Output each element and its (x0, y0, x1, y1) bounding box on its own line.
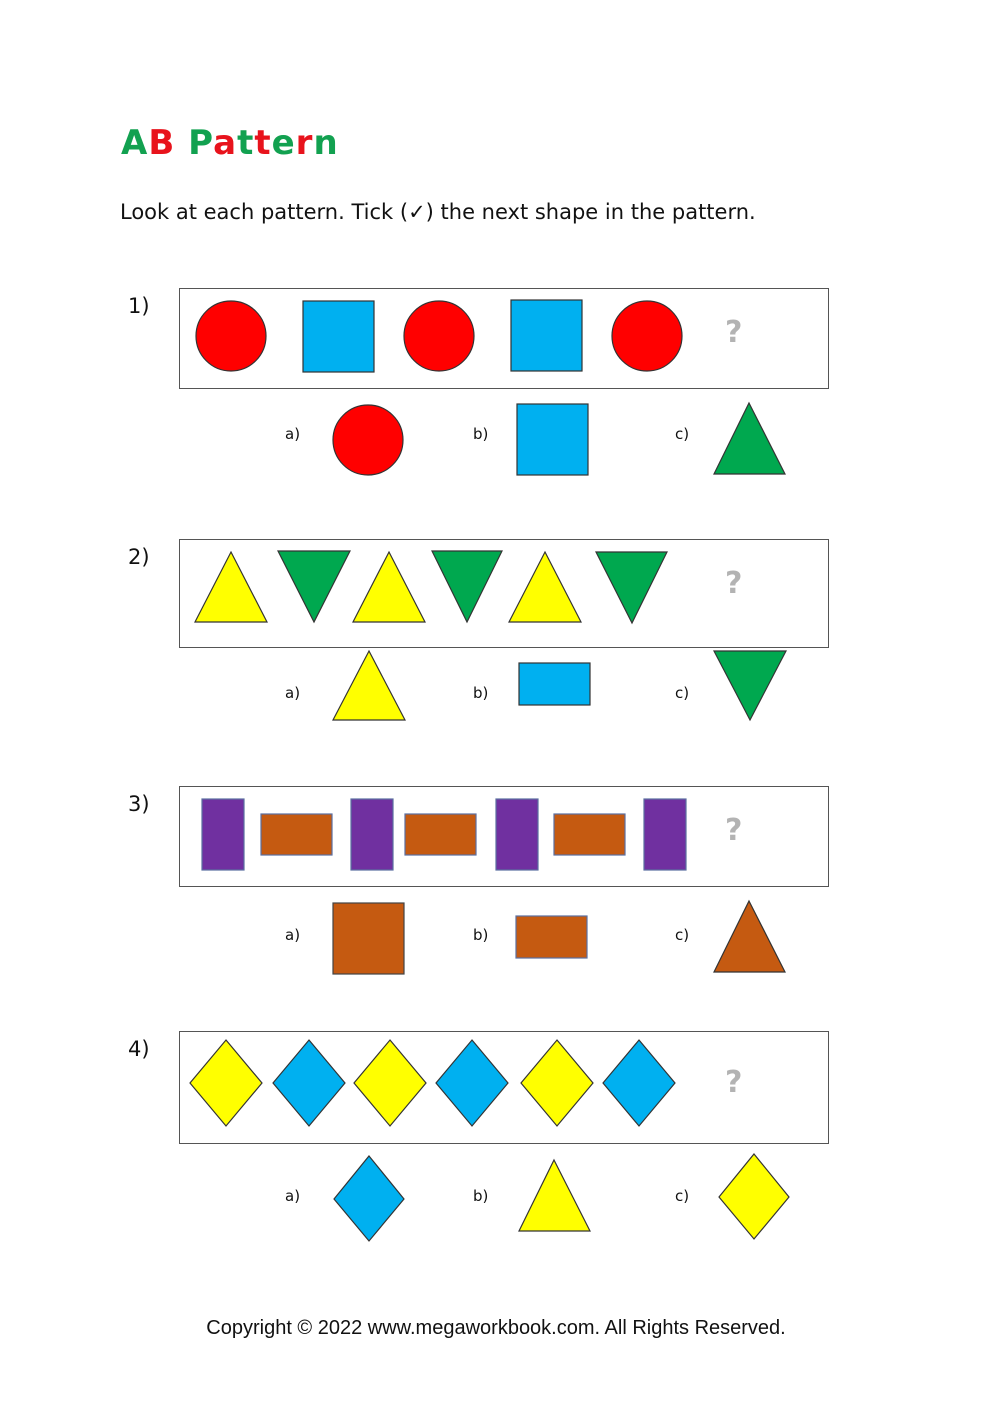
blue-diamond (273, 1040, 345, 1126)
yellow-triangle (333, 651, 405, 720)
brown-triangle (714, 901, 785, 972)
option-c-shape[interactable] (711, 898, 789, 976)
blue-rectangle (519, 663, 590, 705)
option-label: c) (675, 684, 690, 702)
option-b-shape[interactable] (517, 661, 593, 709)
question-mark: ? (725, 315, 743, 350)
option-label: b) (473, 684, 489, 702)
brown-wide-rectangle (261, 814, 332, 855)
title-letter: t (254, 123, 272, 163)
green-down-triangle (432, 551, 502, 622)
title-letter: A (121, 123, 149, 163)
title-letter: e (271, 123, 296, 163)
title-letter: a (213, 123, 238, 163)
option-c-shape[interactable] (711, 400, 789, 478)
option-label: b) (473, 926, 489, 944)
option-b-shape[interactable] (516, 1157, 594, 1235)
pattern-box (179, 1031, 829, 1144)
copyright-text: Copyright © 2022 www.megaworkbook.com. All Rights Reserved. (206, 1317, 786, 1339)
green-down-triangle (714, 651, 786, 720)
option-c-shape[interactable] (716, 1151, 792, 1243)
brown-wide-rectangle (554, 814, 625, 855)
red-circle (196, 301, 266, 371)
option-a-shape[interactable] (331, 901, 407, 977)
brown-wide-rectangle (405, 814, 476, 855)
question-mark: ? (725, 1065, 743, 1100)
option-label: b) (473, 1187, 489, 1205)
option-a-shape[interactable] (331, 1153, 407, 1245)
blue-square (517, 404, 588, 475)
purple-tall-rectangle (496, 799, 538, 870)
blue-square (511, 300, 582, 371)
title-letter: P (188, 123, 214, 163)
blue-diamond (334, 1156, 404, 1241)
option-a-shape[interactable] (330, 648, 408, 724)
yellow-diamond (354, 1040, 426, 1126)
option-label: a) (285, 425, 301, 443)
pattern-box (179, 288, 829, 389)
pattern-box (179, 539, 829, 648)
option-label: a) (285, 1187, 301, 1205)
option-label: c) (675, 425, 690, 443)
purple-tall-rectangle (202, 799, 244, 870)
title-letter (175, 123, 188, 163)
red-circle (333, 405, 403, 475)
title-letter: B (148, 123, 176, 163)
yellow-triangle (353, 552, 425, 622)
purple-tall-rectangle (351, 799, 393, 870)
green-down-triangle (278, 551, 350, 622)
blue-diamond (603, 1040, 675, 1126)
title-letter: t (237, 123, 255, 163)
red-circle (612, 301, 682, 371)
title-letter: r (295, 123, 314, 163)
title-letter: n (313, 123, 339, 163)
option-label: b) (473, 425, 489, 443)
blue-diamond (436, 1040, 508, 1126)
yellow-triangle (519, 1160, 590, 1231)
question-number: 3) (128, 792, 150, 816)
page-title (121, 123, 339, 163)
option-label: c) (675, 1187, 690, 1205)
red-circle (404, 301, 474, 371)
question-number: 1) (128, 294, 150, 318)
instructions: Look at each pattern. Tick (✓) the next shape in the pattern. (120, 200, 756, 224)
purple-tall-rectangle (644, 799, 686, 870)
question-number: 4) (128, 1037, 150, 1061)
blue-square (303, 301, 374, 372)
option-label: a) (285, 926, 301, 944)
question-mark: ? (725, 566, 743, 601)
option-label: c) (675, 926, 690, 944)
green-down-triangle (596, 552, 667, 623)
yellow-triangle (509, 552, 581, 622)
yellow-diamond (521, 1040, 593, 1126)
option-c-shape[interactable] (711, 648, 789, 724)
option-b-shape[interactable] (514, 914, 590, 962)
copyright-footer (0, 1317, 992, 1340)
yellow-triangle (195, 552, 267, 622)
option-b-shape[interactable] (515, 402, 591, 478)
option-a-shape[interactable] (330, 402, 406, 478)
brown-wide-rectangle (516, 916, 587, 958)
option-label: a) (285, 684, 301, 702)
yellow-diamond (719, 1154, 789, 1239)
green-triangle (714, 403, 785, 474)
pattern-box (179, 786, 829, 887)
question-number: 2) (128, 545, 150, 569)
question-mark: ? (725, 813, 743, 848)
yellow-diamond (190, 1040, 262, 1126)
brown-square (333, 903, 404, 974)
